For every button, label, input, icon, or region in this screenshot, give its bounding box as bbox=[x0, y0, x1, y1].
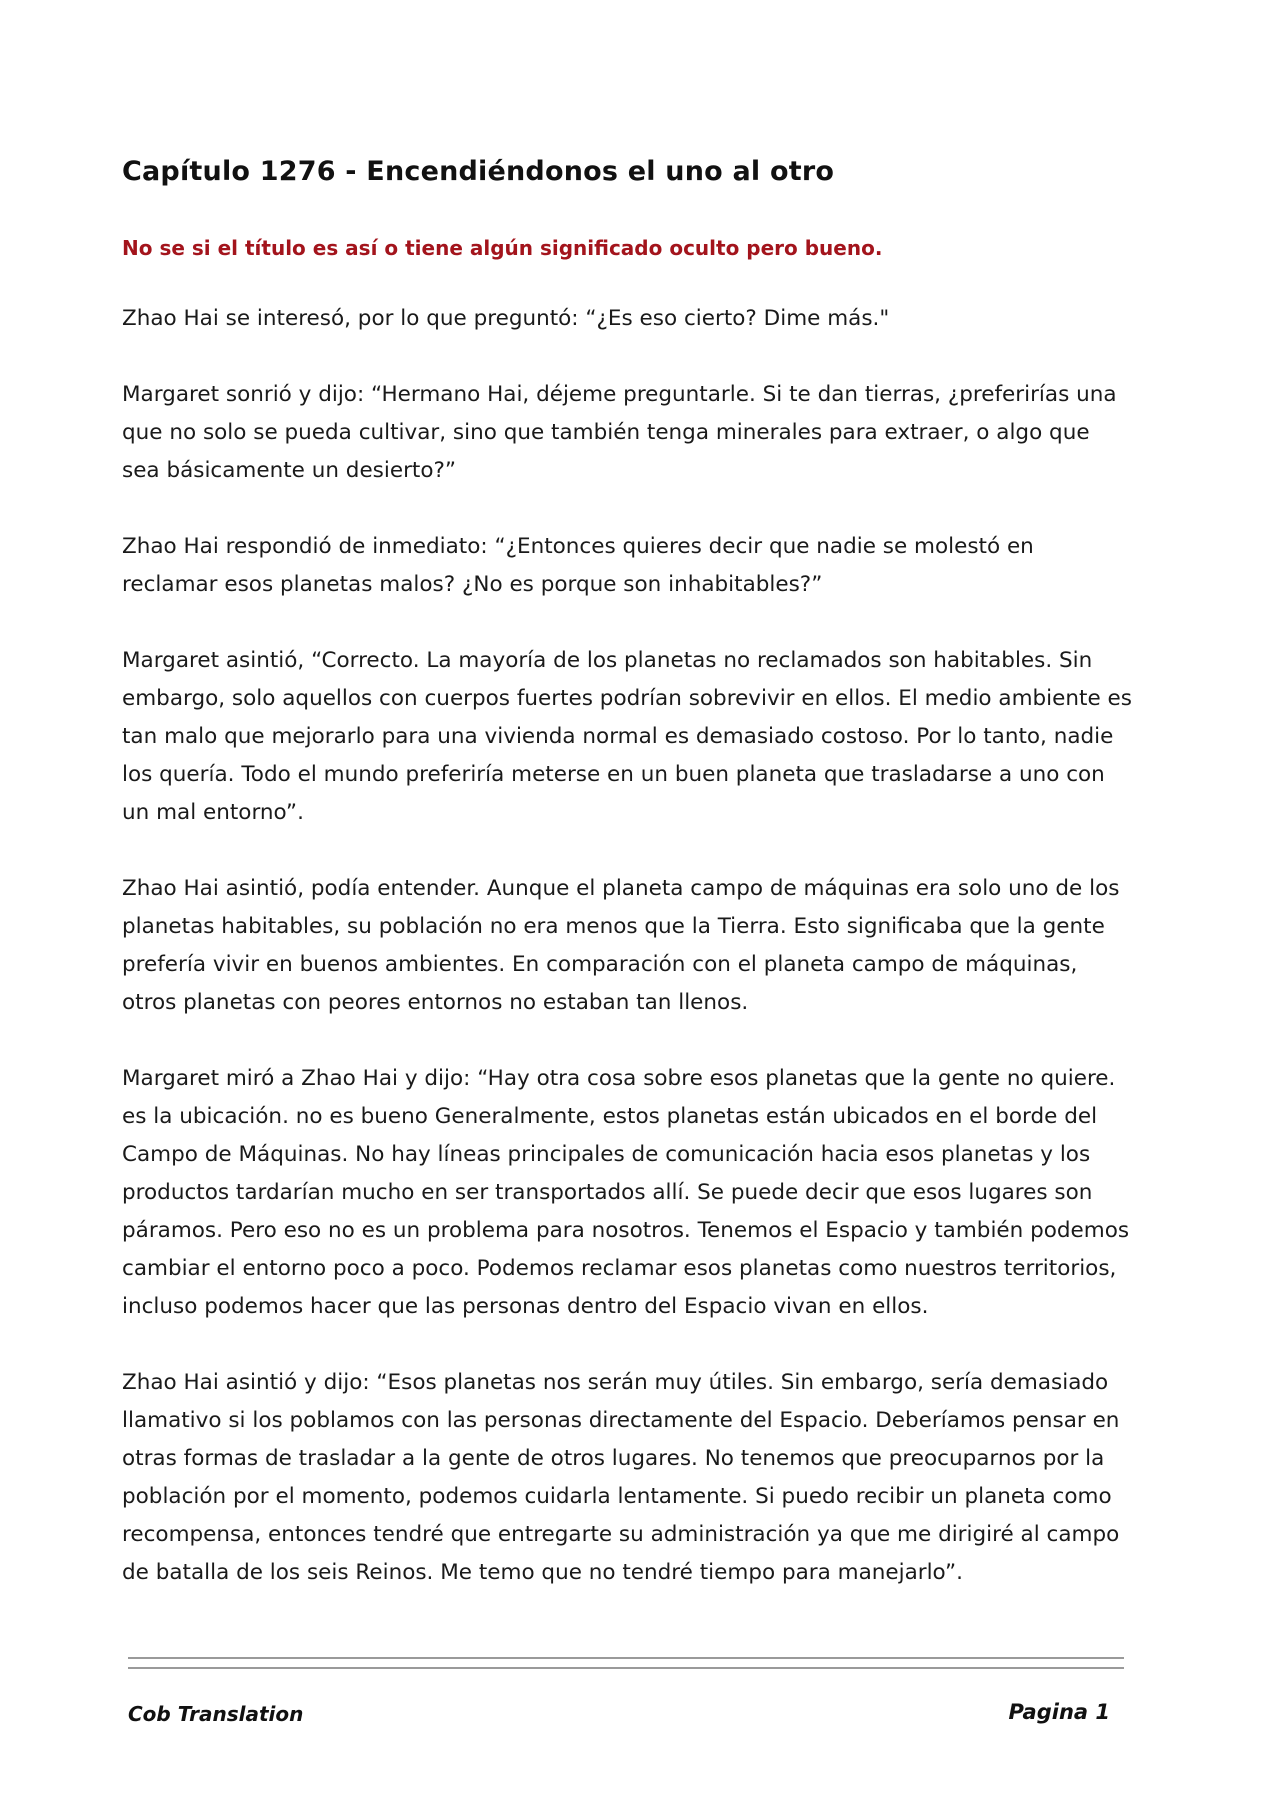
footer-page-number: Pagina 1 bbox=[1008, 1700, 1110, 1724]
chapter-title: Capítulo 1276 - Encendiéndonos el uno al otro bbox=[122, 156, 835, 187]
paragraph: Margaret asintió, “Correcto. La mayoría de los planetas no reclamados son habitables. Sin embargo, solo aquellos con cuerpos fuertes podrían sobrevivir en ellos. El medio ambiente es tan malo que mejorarlo para una vivienda normal es demasiado costoso. Por lo tanto, nadie los quería. Todo el mundo preferiría meterse en un buen planeta que trasladarse a uno con un mal entorno”. bbox=[122, 648, 1132, 825]
paragraph: Margaret sonrió y dijo: “Hermano Hai, déjeme preguntarle. Si te dan tierras, ¿preferirías una que no solo se pueda cultivar, sino que también tenga minerales para extraer, o algo que sea básicamente un desierto?” bbox=[122, 382, 1117, 483]
paragraph: Zhao Hai asintió, podía entender. Aunque el planeta campo de máquinas era solo uno de los planetas habitables, su población no era menos que la Tierra. Esto significaba que la gente prefería vivir en buenos ambientes. En comparación con el planeta campo de máquinas, otros planetas con peores entornos no estaban tan llenos. bbox=[122, 876, 1120, 1015]
translator-note: No se si el título es así o tiene algún significado oculto pero bueno. bbox=[122, 236, 883, 260]
paragraph: Zhao Hai asintió y dijo: “Esos planetas nos serán muy útiles. Sin embargo, sería demasiado llamativo si los poblamos con las personas directamente del Espacio. Deberíamos pensar en otras formas de trasladar a la gente de otros lugares. No tenemos que preocuparnos por la población por el momento, podemos cuidarla lentamente. Si puedo recibir un planeta como recompensa, entonces tendré que entregarte su administración ya que me dirigiré al campo de batalla de los seis Reinos. Me temo que no tendré tiempo para manejarlo”. bbox=[122, 1370, 1120, 1585]
footer-translator-credit: Cob Translation bbox=[128, 1702, 304, 1726]
paragraph: Zhao Hai respondió de inmediato: “¿Entonces quieres decir que nadie se molestó en reclamar esos planetas malos? ¿No es porque son inhabitables?” bbox=[122, 534, 1034, 597]
footer-divider-bottom bbox=[128, 1667, 1124, 1669]
body-text bbox=[122, 300, 1132, 1630]
paragraph: Margaret miró a Zhao Hai y dijo: “Hay otra cosa sobre esos planetas que la gente no quiere. es la ubicación. no es bueno Generalmente, estos planetas están ubicados en el borde del Campo de Máquinas. No hay líneas principales de comunicación hacia esos planetas y los productos tardarían mucho en ser transportados allí. Se puede decir que esos lugares son páramos. Pero eso no es un problema para nosotros. Tenemos el Espacio y también podemos cambiar el entorno poco a poco. Podemos reclamar esos planetas como nuestros territorios, incluso podemos hacer que las personas dentro del Espacio vivan en ellos. bbox=[122, 1066, 1130, 1319]
footer-divider-top bbox=[128, 1657, 1124, 1659]
paragraph: Zhao Hai se interesó, por lo que preguntó: “¿Es eso cierto? Dime más." bbox=[122, 306, 890, 331]
